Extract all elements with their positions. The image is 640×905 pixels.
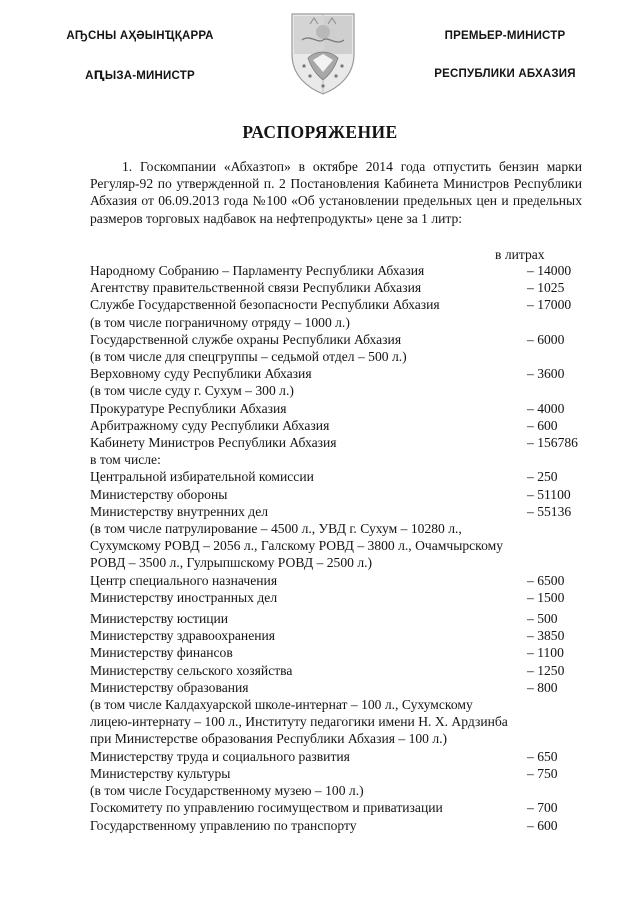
allocation-row [90,679,590,748]
allocation-row [90,400,590,417]
allocation-recipient: Центр специального назначения [90,572,278,588]
allocation-amount: – 14000 [527,263,572,278]
allocation-recipient: Министерству образования [90,679,249,695]
allocation-note: в том числе: [90,452,161,468]
allocation-amount: – 650 [527,748,558,764]
allocation-row [90,434,590,468]
allocation-row [90,331,590,365]
allocation-recipient: Народному Собранию – Парламенту Республики Абхазия [90,263,425,278]
allocation-amount: – 250 [527,469,558,485]
coat-of-arms-icon [288,10,358,96]
allocation-recipient: Прокуратуре Республики Абхазия [90,400,287,416]
allocation-row [90,279,590,296]
allocation-recipient: Министерству здравоохранения [90,628,276,644]
header-left [55,30,225,84]
allocation-amount: – 1025 [527,280,565,296]
allocation-amount: – 3850 [527,628,565,644]
allocation-recipient: Министерству обороны [90,486,228,502]
allocation-amount: – 156786 [527,435,578,451]
allocation-row [90,468,590,485]
allocation-row [90,365,590,399]
allocation-amount: – 6000 [527,331,565,347]
allocation-recipient: Государственному управлению по транспорту [90,817,357,833]
header-left-line1: АҦСНЫ АҲӘЫНҴҚАРРА [66,30,214,42]
allocation-note: (в том числе Государственному музею – 100 л.) [90,783,364,799]
allocation-amount: – 700 [527,800,558,816]
header-left-line2: АԤЫЗА-МИНИСТР [85,70,195,82]
allocation-recipient: Министерству внутренних дел [90,503,269,519]
allocation-row [90,589,590,606]
allocation-row [90,627,590,644]
unit-label: в литрах [495,247,545,262]
allocation-row [90,765,590,799]
intro-paragraph [90,158,582,227]
allocation-amount: – 4000 [527,400,565,416]
allocation-amount: – 55136 [527,503,572,519]
allocation-amount: – 600 [527,817,558,833]
allocation-list [90,262,590,834]
allocation-note: (в том числе суду г. Сухум – 300 л.) [90,383,294,399]
allocation-row [90,662,590,679]
allocation-note: (в том числе для спецгруппы – седьмой отдел – 500 л.) [90,349,407,365]
allocation-row [90,417,590,434]
allocation-row [90,486,590,503]
allocation-row [90,799,590,816]
allocation-note: (в том числе пограничному отряду – 1000 л.) [90,314,350,330]
allocation-amount: – 51100 [527,486,571,502]
allocation-note: (в том числе Калдахуарской школе-интернат – 100 л., Сухумскому лицею-интернату – 100 л., Институту педагогики имени Н. Х. Ардзинба при Министерстве образования Республики Абхазия – 100 л.) [90,697,508,747]
allocation-amount: – 1100 [527,645,564,661]
allocation-amount: – 500 [527,611,558,627]
intro-text: 1. Госкомпании «Абхазтоп» в октябре 2014 года отпустить бензин марки Регуляр-92 по утвержденной п. 2 Постановления Кабинета Министров Республики Абхазия от 06.09.2013 года №100 «Об установлении предельных цен и предельных размеров торговых надбавок на нефтепродукты» цене за 1 литр: [90,159,582,226]
allocation-amount: – 3600 [527,366,565,382]
allocation-row [90,262,590,279]
header-right-line1: ПРЕМЬЕР-МИНИСТР [444,30,566,42]
allocation-recipient: Министерству культуры [90,765,231,781]
allocation-recipient: Министерству сельского хозяйства [90,662,293,678]
allocation-amount: – 800 [527,679,558,695]
allocation-recipient: Министерству юстиции [90,611,229,627]
allocation-row [90,296,590,330]
allocation-recipient: Министерству иностранных дел [90,589,278,605]
allocation-amount: – 600 [527,417,558,433]
allocation-recipient: Министерству труда и социального развития [90,748,350,764]
allocation-recipient: Государственной службе охраны Республики Абхазия [90,331,402,347]
allocation-recipient: Арбитражному суду Республики Абхазия [90,417,330,433]
allocation-recipient: Верховному суду Республики Абхазия [90,366,312,382]
allocation-row [90,572,590,589]
document-title: РАСПОРЯЖЕНИЕ [242,122,398,142]
allocation-recipient: Кабинету Министров Республики Абхазия [90,435,337,451]
allocation-row [90,817,590,834]
allocation-amount: – 750 [527,765,558,781]
allocation-recipient: Центральной избирательной комиссии [90,469,314,485]
allocation-note: (в том числе патрулирование – 4500 л., УВД г. Сухум – 10280 л., Сухумскому РОВД – 2056 л., Галскому РОВД – 3800 л., Очамчырскому РОВД – 3500 л., Гулрыпшскому РОВД – 2500 л.) [90,521,504,571]
allocation-recipient: Агентству правительственной связи Республики Абхазия [90,280,422,296]
allocation-row [90,748,590,765]
allocation-row [90,610,590,627]
allocation-row [90,644,590,661]
allocation-amount: – 1500 [527,589,565,605]
allocation-amount: – 6500 [527,572,565,588]
allocation-amount: – 17000 [527,297,572,313]
allocation-row [90,503,590,572]
allocation-amount: – 1250 [527,662,565,678]
header-right-line2: РЕСПУБЛИКИ АБХАЗИЯ [434,68,576,80]
allocation-recipient: Госкомитету по управлению госимуществом и приватизации [90,800,443,816]
allocation-recipient: Министерству финансов [90,645,233,661]
header-right [420,30,590,84]
allocation-recipient: Службе Государственной безопасности Республики Абхазия [90,297,440,313]
